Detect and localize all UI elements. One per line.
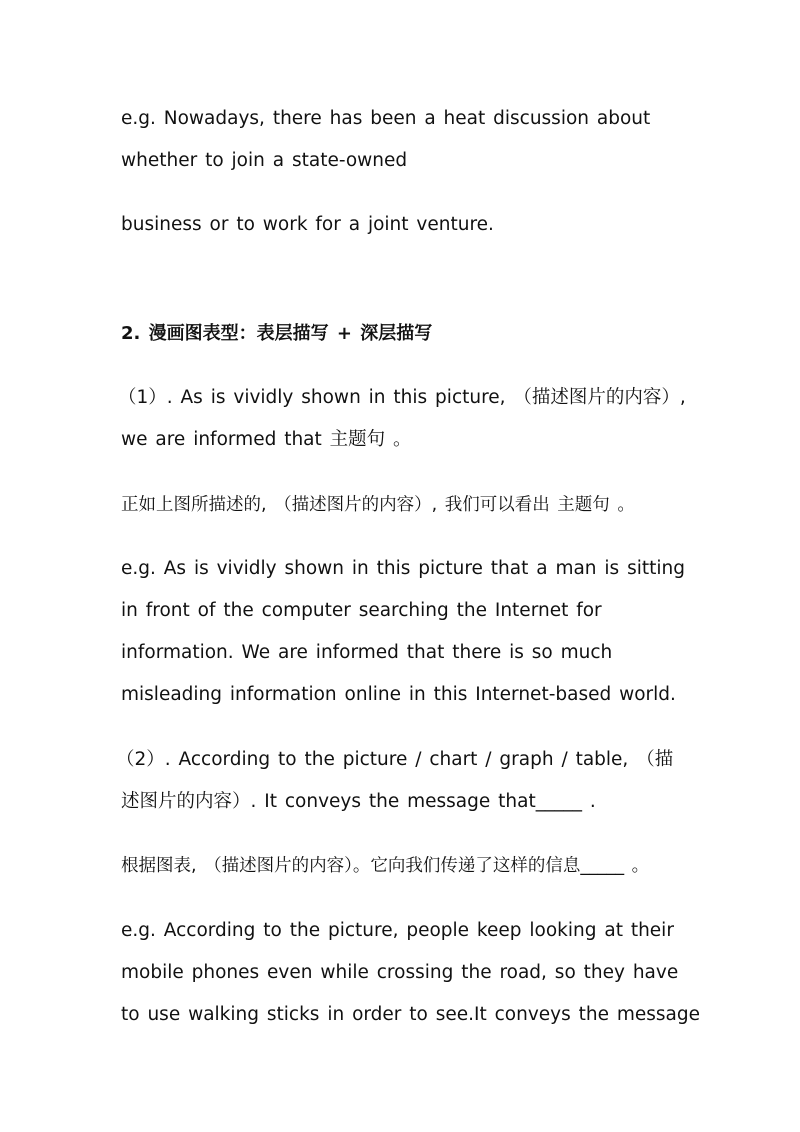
example-2-line-3: information. We are informed that there is so much <box>121 642 613 663</box>
example-3-line-2: mobile phones even while crossing the road, so they have <box>121 962 679 983</box>
example-line-3: business or to work for a joint venture. <box>121 214 494 235</box>
template-2-line-2: 述图片的内容）. It conveys the message that_____ . <box>121 791 596 812</box>
example-line-1: e.g. Nowadays, there has been a heat discussion about <box>121 108 651 129</box>
example-line-2: whether to join a state-owned <box>121 150 408 171</box>
example-2-line-1: e.g. As is vividly shown in this picture that a man is sitting <box>121 558 685 579</box>
template-2-translation: 根据图表, （描述图片的内容）。它向我们传递了这样的信息_____ 。 <box>121 856 650 876</box>
section-heading: 2. 漫画图表型：表层描写 + 深层描写 <box>121 323 433 344</box>
template-1-translation: 正如上图所描述的, （描述图片的内容）, 我们可以看出 主题句 。 <box>121 495 635 515</box>
template-2-line-1: （2）. According to the picture / chart / graph / table, （描 <box>116 749 674 770</box>
example-2-line-2: in front of the computer searching the Internet for <box>121 600 602 621</box>
example-2-line-4: misleading information online in this Internet-based world. <box>121 684 676 705</box>
template-1-line-2: we are informed that 主题句 。 <box>121 429 412 450</box>
example-3-line-3: to use walking sticks in order to see.It conveys the message <box>121 1004 701 1025</box>
template-1-line-1: （1）. As is vividly shown in this picture, （描述图片的内容）, <box>118 387 686 408</box>
example-3-line-1: e.g. According to the picture, people keep looking at their <box>121 920 674 941</box>
